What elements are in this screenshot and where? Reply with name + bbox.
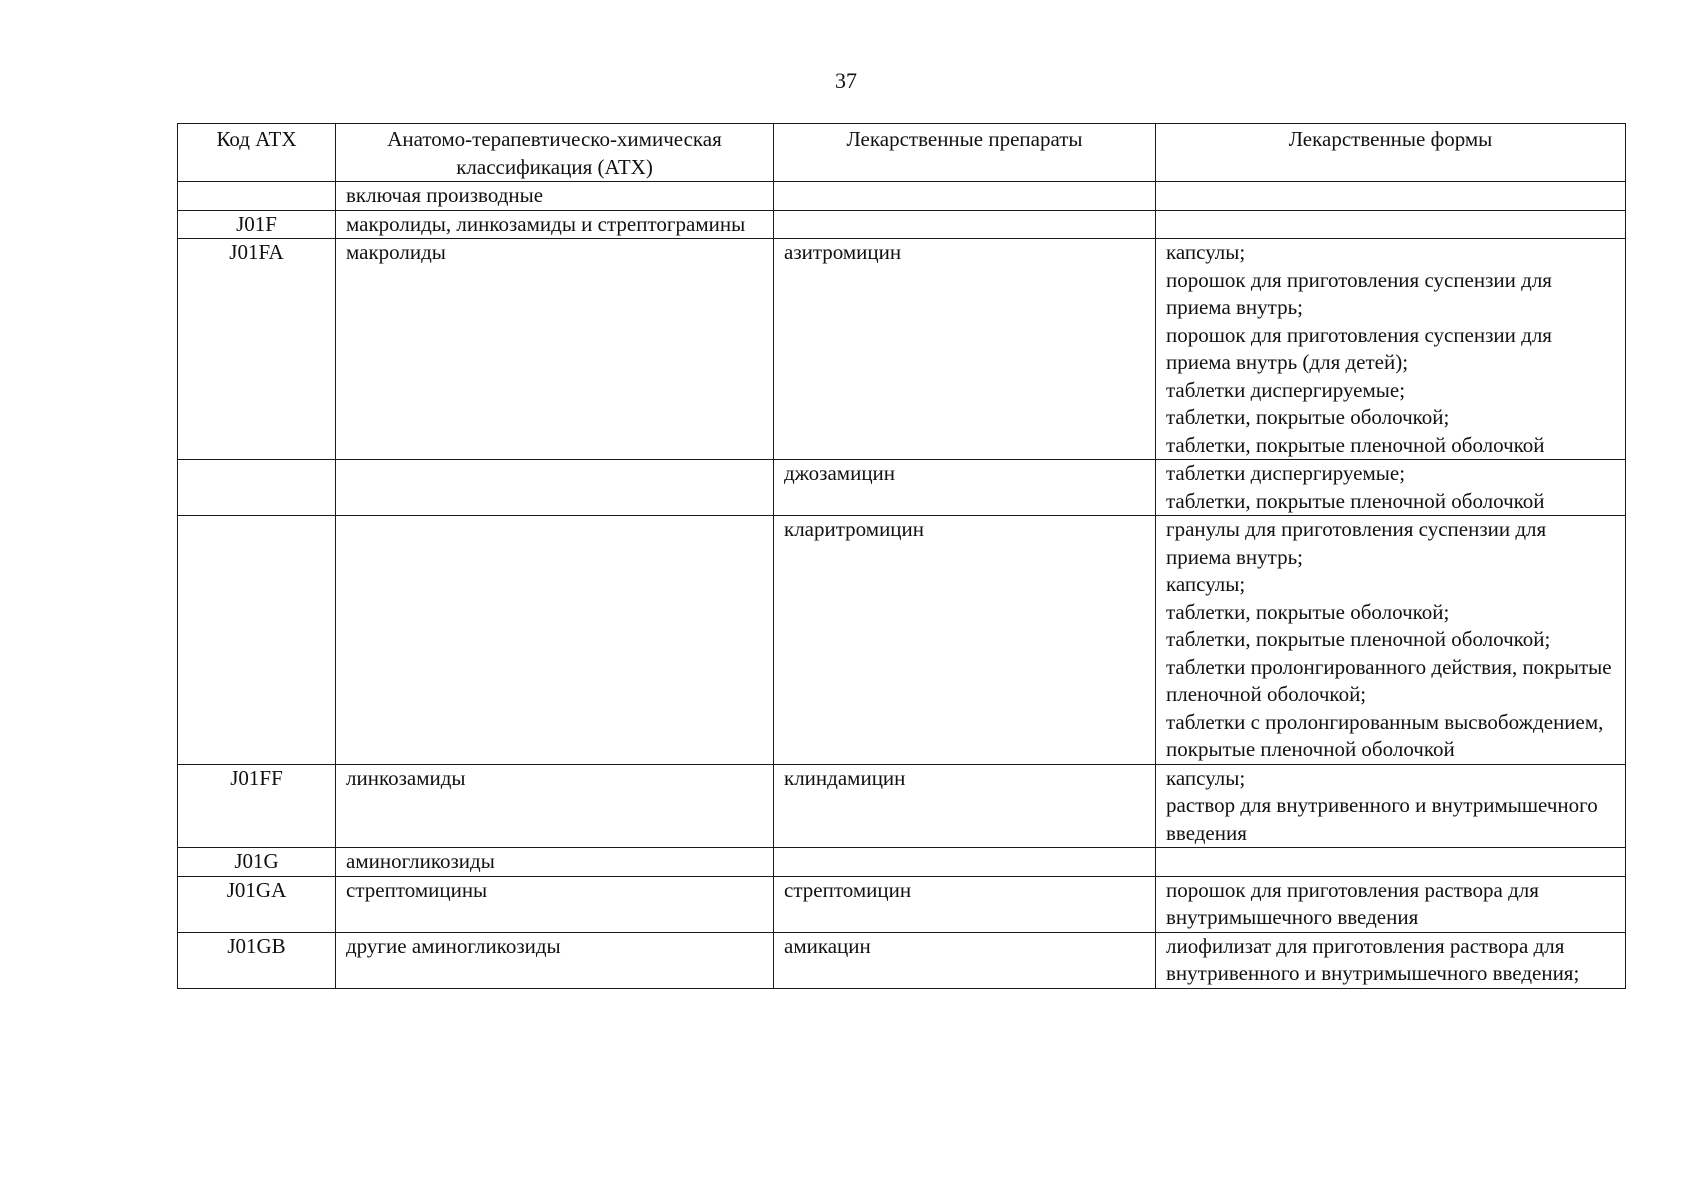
dosage-form-item: раствор для внутривенного и внутримышечного введения xyxy=(1166,793,1598,845)
page-number: 37 xyxy=(835,68,857,93)
dosage-form-item: лиофилизат для приготовления раствора для внутривенного и внутримышечного введения; xyxy=(1166,933,1580,985)
dosage-form-item: таблетки диспергируемые; xyxy=(1166,377,1406,402)
dosage-form-item: таблетки, покрытые оболочкой; xyxy=(1166,405,1450,429)
table-row xyxy=(178,764,1626,848)
cell-atc-code: J01GA xyxy=(178,876,336,932)
dosage-form-item: капсулы; xyxy=(1166,765,1246,790)
cell-dosage-forms xyxy=(1156,460,1626,516)
cell-drug-name: джозамицин xyxy=(774,460,1156,516)
header-dosage-forms: Лекарственные формы xyxy=(1156,124,1626,182)
table-row xyxy=(178,239,1626,460)
dosage-form-item: таблетки диспергируемые; xyxy=(1166,461,1406,485)
cell-dosage-forms xyxy=(1156,182,1626,211)
dosage-form-item: таблетки, покрытые оболочкой; xyxy=(1166,599,1450,624)
table-row xyxy=(178,848,1626,877)
cell-drug-name: азитромицин xyxy=(774,239,1156,460)
table-body xyxy=(178,182,1626,989)
cell-drug-name: амикацин xyxy=(774,932,1156,988)
cell-drug-name xyxy=(774,182,1156,211)
cell-atc-code: J01GB xyxy=(178,932,336,988)
dosage-form-item: гранулы для приготовления суспензии для приема внутрь; xyxy=(1166,517,1547,569)
dosage-form-item: таблетки с пролонгированным высвобождением, покрытые пленочной оболочкой xyxy=(1166,709,1604,761)
dosage-form-item: таблетки, покрытые пленочной оболочкой; xyxy=(1166,627,1551,651)
dosage-form-item: таблетки, покрытые пленочной оболочкой xyxy=(1166,432,1545,457)
cell-atc-code: J01F xyxy=(178,210,336,239)
table-header xyxy=(178,124,1626,182)
cell-drug-name: стрептомицин xyxy=(774,876,1156,932)
cell-atc-classification xyxy=(336,460,774,516)
header-atc-classification: Анатомо-терапевтическо-химическая классификация (АТХ) xyxy=(336,124,774,182)
cell-atc-code: J01FF xyxy=(178,764,336,848)
cell-atc-code: J01G xyxy=(178,848,336,877)
table-row xyxy=(178,876,1626,932)
cell-dosage-forms xyxy=(1156,932,1626,988)
cell-atc-code xyxy=(178,460,336,516)
dosage-form-item: порошок для приготовления суспензии для приема внутрь; xyxy=(1166,267,1552,319)
header-drugs: Лекарственные препараты xyxy=(774,124,1156,182)
cell-atc-classification: линкозамиды xyxy=(336,764,774,848)
cell-dosage-forms xyxy=(1156,516,1626,765)
table-row xyxy=(178,932,1626,988)
dosage-form-item: капсулы; xyxy=(1166,240,1246,264)
cell-dosage-forms xyxy=(1156,848,1626,877)
cell-atc-classification: стрептомицины xyxy=(336,876,774,932)
cell-atc-classification: макролиды xyxy=(336,239,774,460)
cell-dosage-forms xyxy=(1156,764,1626,848)
cell-atc-code: J01FA xyxy=(178,239,336,460)
cell-atc-code xyxy=(178,516,336,765)
cell-drug-name: кларитромицин xyxy=(774,516,1156,765)
cell-dosage-forms xyxy=(1156,239,1626,460)
header-atc-code: Код АТХ xyxy=(178,124,336,182)
table-row xyxy=(178,460,1626,516)
cell-atc-code xyxy=(178,182,336,211)
dosage-form-item: таблетки пролонгированного действия, покрытые пленочной оболочкой; xyxy=(1166,654,1612,706)
cell-atc-classification: включая производные xyxy=(336,182,774,211)
cell-atc-classification: аминогликозиды xyxy=(336,848,774,877)
dosage-form-item: таблетки, покрытые пленочной оболочкой xyxy=(1166,488,1545,513)
cell-drug-name xyxy=(774,210,1156,239)
dosage-form-item: капсулы; xyxy=(1166,572,1246,596)
header-row xyxy=(178,124,1626,182)
cell-atc-classification: макролиды, линкозамиды и стрептограмины xyxy=(336,210,774,239)
cell-drug-name xyxy=(774,848,1156,877)
cell-dosage-forms xyxy=(1156,876,1626,932)
table-row xyxy=(178,182,1626,211)
atc-drug-table xyxy=(177,123,1626,989)
cell-drug-name: клиндамицин xyxy=(774,764,1156,848)
table-row xyxy=(178,516,1626,765)
dosage-form-item: порошок для приготовления суспензии для приема внутрь (для детей); xyxy=(1166,322,1552,374)
cell-atc-classification xyxy=(336,516,774,765)
cell-atc-classification: другие аминогликозиды xyxy=(336,932,774,988)
dosage-form-item: порошок для приготовления раствора для внутримышечного введения xyxy=(1166,877,1539,929)
table-row xyxy=(178,210,1626,239)
cell-dosage-forms xyxy=(1156,210,1626,239)
